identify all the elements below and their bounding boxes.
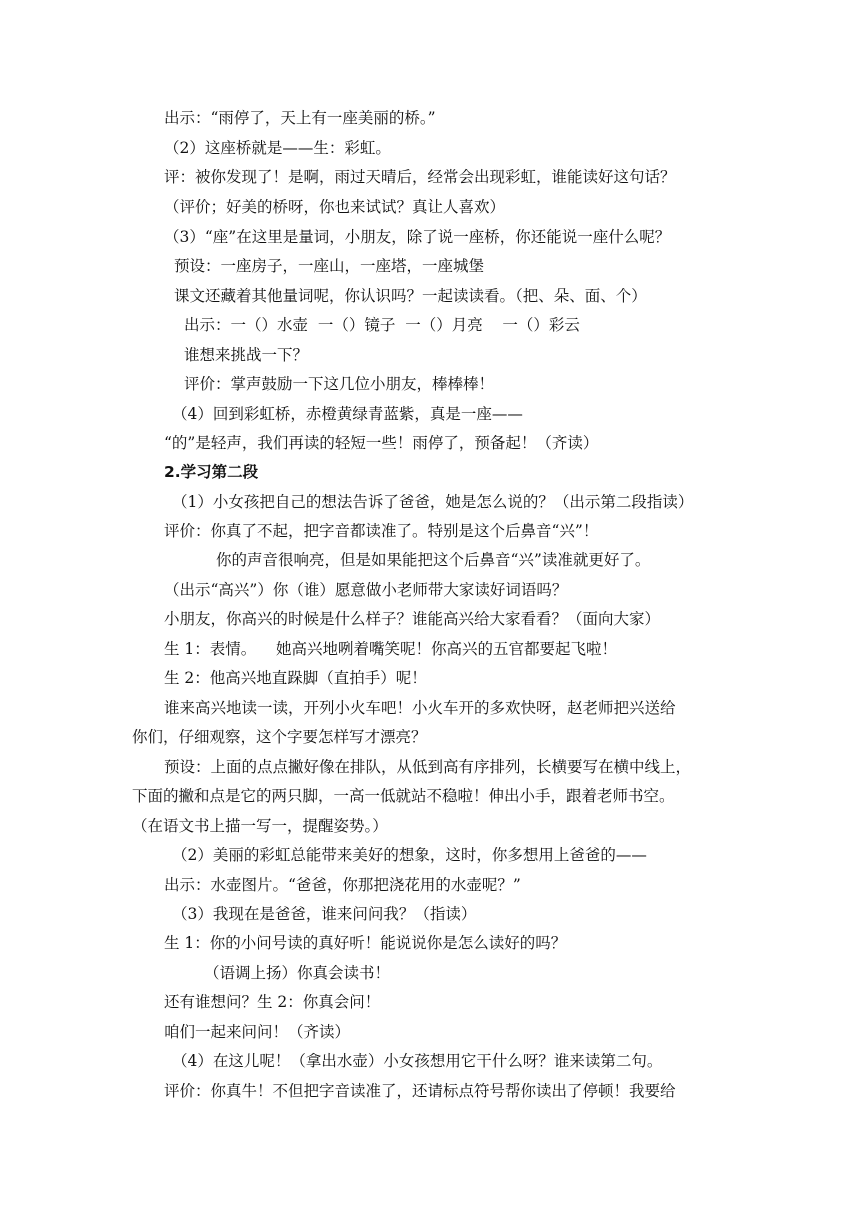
text-line: 评：被你发现了！是啊，雨过天晴后，经常会出现彩虹，谁能读好这句话？ [164,168,676,186]
text-line: 预设：上面的点点撇好像在排队，从低到高有序排列，长横要写在横中线上， [164,758,692,776]
text-line: 预设：一座房子，一座山，一座塔，一座城堡 [174,257,485,275]
text-line: （在语文书上描一写一，提醒姿势。） [132,817,388,835]
text-line: “的”是轻声，我们再读的轻短一些！雨停了，预备起！（齐读） [164,434,599,452]
section-heading: 2.学习第二段 [164,463,259,481]
text-line: （评价；好美的桥呀，你也来试试？真让人喜欢） [164,198,506,216]
text-line: 你们，仔细观察，这个字要怎样写才漂亮？ [132,728,427,746]
text-line: 评价：你真牛！不但把字音读准了，还请标点符号帮你读出了停顿！我要给 [164,1082,676,1100]
text-line: 下面的撇和点是它的两只脚，一高一低就站不稳啦！伸出小手，跟着老师书空。 [132,787,675,805]
text-line: 评价：掌声鼓励一下这几位小朋友，棒棒棒！ [184,375,495,393]
text-line: （4）回到彩虹桥，赤橙黄绿青蓝紫，真是一座—— [172,405,523,423]
text-line: （语调上扬）你真会读书！ [204,964,391,982]
text-line: 出示：一（）水壶 一（）镜子 一（）月亮 一（）彩云 [184,316,580,334]
text-line: 咱们一起来问问！（齐读） [164,1023,351,1041]
text-line: （2）这座桥就是——生：彩虹。 [164,139,391,157]
text-line: 谁想来挑战一下？ [184,346,309,364]
text-line: 生 1：表情。 她高兴地咧着嘴笑呢！你高兴的五官都要起飞啦！ [164,640,617,658]
text-line: 出示：水壶图片。“爸爸，你那把浇花用的水壶呢？” [164,876,521,894]
text-line: 评价：你真了不起，把字音都读准了。特别是这个后鼻音“兴”！ [164,522,599,540]
text-line: （2）美丽的彩虹总能带来美好的想象，这时，你多想用上爸爸的—— [172,846,647,864]
text-line: （3）“座”在这里是量词，小朋友，除了说一座桥，你还能说一座什么呢？ [164,228,671,246]
text-line: 生 2：他高兴地直跺脚（直拍手）呢！ [164,669,427,687]
text-line: （3）我现在是爸爸，谁来问问我？（指读） [172,905,477,923]
text-line: 小朋友，你高兴的时候是什么样子？谁能高兴给大家看看？（面向大家） [164,610,661,628]
text-line: 你的声音很响亮，但是如果能把这个后鼻音“兴”读准就更好了。 [216,551,651,569]
text-line: （1）小女孩把自己的想法告诉了爸爸，她是怎么说的？（出示第二段指读） [172,493,694,511]
text-line: 谁来高兴地读一读，开列小火车吧！小火车开的多欢快呀，赵老师把兴送给 [164,699,676,717]
text-line: （出示“高兴”）你（谁）愿意做小老师带大家读好词语吗？ [164,581,568,599]
text-line: 还有谁想问？生 2：你真会问！ [164,993,381,1011]
text-line: （4）在这儿呢！（拿出水壶）小女孩想用它干什么呀？谁来读第二句。 [172,1052,663,1070]
text-line: 生 1：你的小问号读的真好听！能说说你是怎么读好的吗？ [164,934,567,952]
text-line: 课文还藏着其他量词呢，你认识吗？一起读读看。（把、朵、面、个） [174,287,647,305]
text-line: 出示：“雨停了，天上有一座美丽的桥。” [164,109,436,127]
